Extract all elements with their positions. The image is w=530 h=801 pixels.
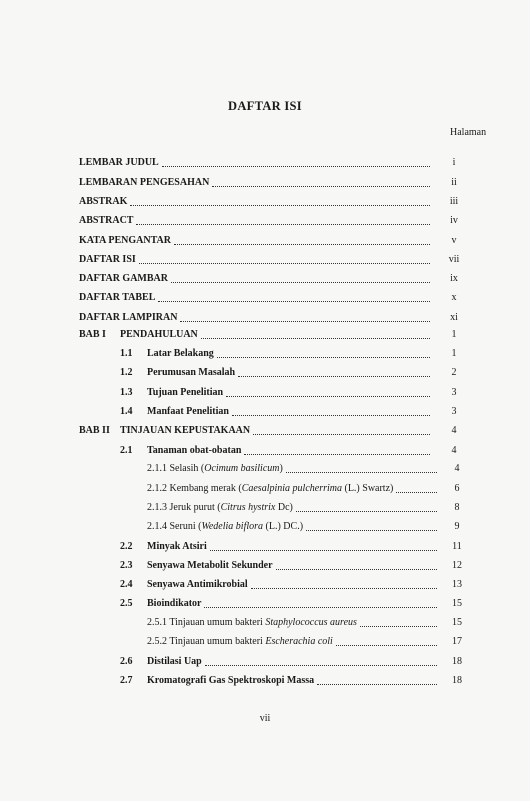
toc-entry-label: 2.1.4 Seruni (Wedelia biflora (L.) DC.)	[147, 521, 304, 532]
toc-leader-dots	[232, 414, 430, 416]
toc-page-number: 1	[451, 348, 457, 359]
toc-page-number: vii	[448, 254, 460, 265]
toc-entry-label: Manfaat Penelitian	[147, 406, 229, 417]
toc-entry	[120, 539, 440, 553]
toc-entry-label: Minyak Atsiri	[147, 541, 207, 552]
toc-entry-label: Latar Belakang	[147, 348, 214, 359]
toc-leader-dots	[286, 471, 437, 473]
toc-entry	[120, 385, 433, 399]
toc-leader-dots	[201, 337, 430, 339]
toc-leader-dots	[162, 165, 430, 167]
toc-entry-label: ABSTRACT	[79, 215, 134, 226]
toc-leader-dots	[205, 664, 437, 666]
toc-page-number: 6	[454, 483, 460, 494]
toc-entry-label: Tanaman obat-obatan	[147, 445, 242, 456]
toc-entry-label: 2.5.1 Tinjauan umum bakteri Staphylococcus aureus	[147, 617, 357, 628]
toc-entry-label: 2.5.2 Tinjauan umum bakteri Escherachia coli	[147, 636, 333, 647]
toc-entry	[120, 443, 433, 457]
toc-entry-label: Tujuan Penelitian	[147, 387, 224, 398]
toc-entry	[79, 233, 433, 247]
toc-entry	[120, 673, 440, 687]
toc-leader-dots	[253, 433, 430, 435]
toc-page-number: iv	[450, 215, 458, 226]
toc-leader-dots	[317, 683, 437, 685]
toc-entry	[79, 213, 433, 227]
toc-page-number: i	[452, 157, 456, 168]
toc-entry	[79, 310, 433, 324]
toc-entry	[120, 404, 433, 418]
toc-leader-dots	[238, 375, 430, 377]
toc-leader-dots	[180, 320, 430, 322]
toc-entry-label: TINJAUAN KEPUSTAKAAN	[120, 425, 251, 436]
toc-entry	[120, 596, 440, 610]
toc-page-number: 18	[452, 675, 462, 686]
toc-entry-number: 2.5	[120, 598, 133, 609]
toc-page-number: 15	[452, 598, 462, 609]
toc-leader-dots	[296, 510, 437, 512]
toc-leader-dots	[276, 568, 437, 570]
toc-entry-label: 2.1.2 Kembang merak (Caesalpinia pulcherrima (L.) Swartz)	[147, 483, 394, 494]
toc-leader-dots	[396, 491, 437, 493]
toc-leader-dots	[336, 644, 437, 646]
toc-page-number: 4	[454, 463, 460, 474]
toc-entry	[79, 290, 433, 304]
toc-entry-number: 2.6	[120, 656, 133, 667]
toc-entry	[147, 634, 440, 648]
page-title: DAFTAR ISI	[228, 99, 302, 113]
toc-entry-label: Distilasi Uap	[147, 656, 202, 667]
toc-page-number: 2	[451, 367, 457, 378]
toc-entry-label: DAFTAR ISI	[79, 254, 136, 265]
toc-entry	[147, 519, 440, 533]
toc-entry-label: PENDAHULUAN	[120, 329, 198, 340]
toc-entry	[147, 461, 440, 475]
toc-entry	[79, 194, 433, 208]
toc-page-number: x	[451, 292, 457, 303]
toc-entry	[79, 175, 433, 189]
toc-leader-dots	[251, 587, 437, 589]
toc-entry	[120, 577, 440, 591]
toc-entry-number: BAB I	[79, 329, 106, 340]
toc-entry	[120, 558, 440, 572]
toc-page-number: 13	[452, 579, 462, 590]
toc-entry-number: 2.1	[120, 445, 133, 456]
toc-entry-number: 2.3	[120, 560, 133, 571]
toc-page-number: 18	[452, 656, 462, 667]
toc-leader-dots	[136, 223, 430, 225]
toc-entry-label: DAFTAR TABEL	[79, 292, 156, 303]
toc-entry-label: KATA PENGANTAR	[79, 235, 171, 246]
toc-entry-number: 1.4	[120, 406, 133, 417]
toc-entry-label: Senyawa Metabolit Sekunder	[147, 560, 273, 571]
toc-entry	[147, 500, 440, 514]
toc-leader-dots	[244, 453, 430, 455]
toc-page-number: 3	[451, 406, 457, 417]
toc-entry	[147, 481, 440, 495]
toc-leader-dots	[210, 549, 437, 551]
toc-entry	[79, 252, 433, 266]
toc-entry-label: Perumusan Masalah	[147, 367, 236, 378]
toc-page-number: 4	[451, 425, 457, 436]
toc-entry-label: Bioindikator	[147, 598, 202, 609]
toc-leader-dots	[158, 300, 430, 302]
toc-leader-dots	[212, 185, 430, 187]
toc-page-number: 15	[452, 617, 462, 628]
toc-leader-dots	[174, 243, 430, 245]
page-column-header: Halaman	[450, 127, 487, 138]
toc-entry	[79, 423, 433, 437]
toc-leader-dots	[139, 262, 430, 264]
toc-entry-label: LEMBAR JUDUL	[79, 157, 159, 168]
toc-entry-number: 1.1	[120, 348, 133, 359]
toc-entry-label: Senyawa Antimikrobial	[147, 579, 248, 590]
toc-page-number: 12	[452, 560, 462, 571]
toc-leader-dots	[171, 281, 430, 283]
toc-page-number: xi	[450, 312, 458, 323]
toc-leader-dots	[306, 529, 437, 531]
toc-entry-label: Kromatografi Gas Spektroskopi Massa	[147, 675, 315, 686]
toc-page-number: 8	[454, 502, 460, 513]
toc-entry-label: LEMBARAN PENGESAHAN	[79, 177, 210, 188]
toc-entry	[79, 327, 433, 341]
toc-leader-dots	[130, 204, 430, 206]
toc-page-number: 9	[454, 521, 460, 532]
toc-leader-dots	[226, 395, 430, 397]
toc-entry	[147, 615, 440, 629]
toc-page-number: ii	[451, 177, 457, 188]
toc-entry-number: 1.3	[120, 387, 133, 398]
toc-entry-number: 2.7	[120, 675, 133, 686]
toc-entry-label: 2.1.1 Selasih (Ocimum basilicum)	[147, 463, 283, 474]
toc-entry	[120, 346, 433, 360]
toc-entry	[120, 654, 440, 668]
toc-page-number: 17	[452, 636, 462, 647]
toc-entry	[79, 271, 433, 285]
toc-page-number: 3	[451, 387, 457, 398]
toc-entry-label: DAFTAR LAMPIRAN	[79, 312, 178, 323]
toc-entry-label: DAFTAR GAMBAR	[79, 273, 168, 284]
toc-entry-number: 2.2	[120, 541, 133, 552]
toc-page-number: 4	[451, 445, 457, 456]
toc-page-number: iii	[449, 196, 459, 207]
toc-page-number: 11	[452, 541, 462, 552]
toc-page-number: v	[451, 235, 457, 246]
toc-page-number: ix	[450, 273, 458, 284]
toc-entry	[79, 155, 433, 169]
toc-leader-dots	[360, 625, 437, 627]
toc-entry-number: 2.4	[120, 579, 133, 590]
toc-leader-dots	[217, 356, 430, 358]
toc-entry-number: 1.2	[120, 367, 133, 378]
toc-entry	[120, 365, 433, 379]
toc-leader-dots	[204, 606, 437, 608]
toc-entry-label: 2.1.3 Jeruk purut (Citrus hystrix Dc)	[147, 502, 293, 513]
toc-entry-label: ABSTRAK	[79, 196, 128, 207]
toc-page-number: 1	[451, 329, 457, 340]
toc-entry-number: BAB II	[79, 425, 110, 436]
page-number: vii	[259, 713, 271, 724]
